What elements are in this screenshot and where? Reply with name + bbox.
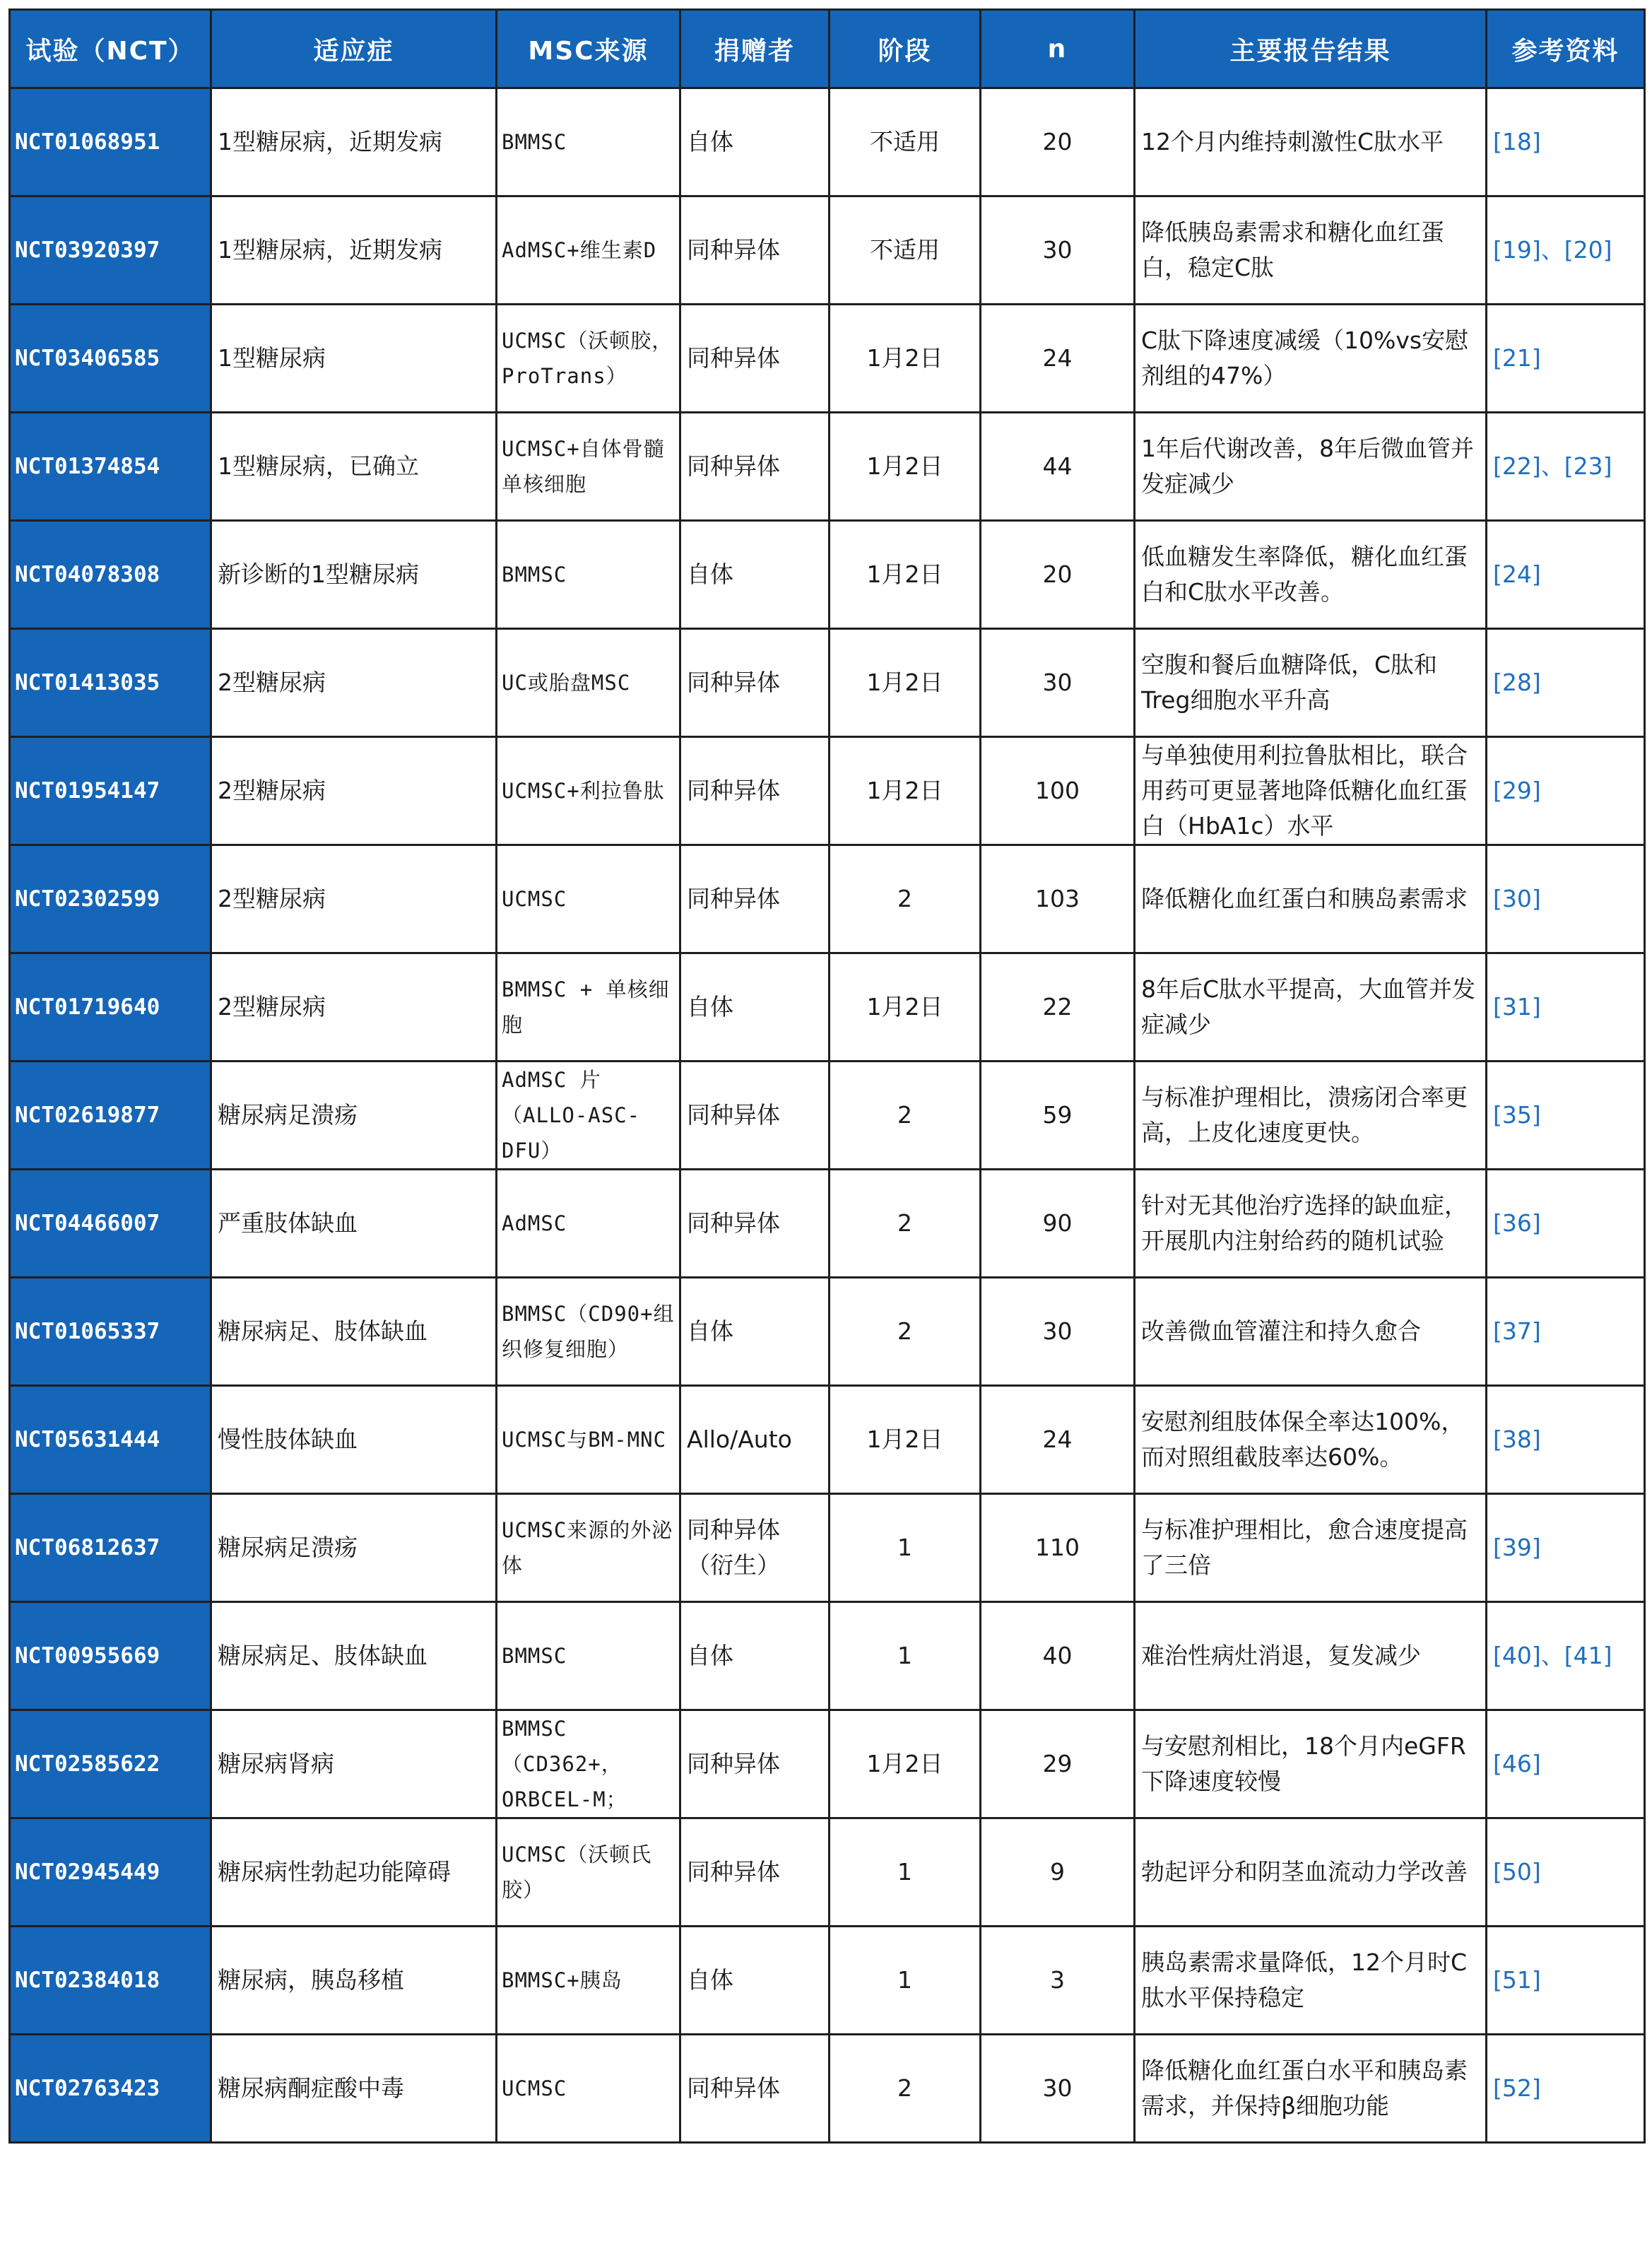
table-row	[10, 1170, 1645, 1278]
cell-trial-id: NCT01065337	[10, 1278, 211, 1386]
cell-phase: 2	[830, 1278, 981, 1386]
cell-main-result: 12个月内维持刺激性C肽水平	[1135, 88, 1487, 196]
cell-references[interactable]: [22]、[23]	[1487, 413, 1645, 521]
cell-phase: 1月2日	[830, 1386, 981, 1494]
cell-trial-id: NCT05631444	[10, 1386, 211, 1494]
cell-donor: Allo/Auto	[680, 1386, 830, 1494]
table-row	[10, 1927, 1645, 2035]
cell-msc-source: UCMSC来源的外泌体	[497, 1494, 680, 1602]
cell-phase: 不适用	[830, 88, 981, 196]
cell-msc-source: UCMSC	[497, 845, 680, 953]
cell-phase: 2	[830, 2035, 981, 2143]
cell-phase: 1月2日	[830, 737, 981, 845]
cell-msc-source: BMMSC+胰岛	[497, 1927, 680, 2035]
cell-msc-source: AdMSC	[497, 1170, 680, 1278]
cell-main-result: 难治性病灶消退，复发减少	[1135, 1602, 1487, 1710]
cell-n: 103	[981, 845, 1135, 953]
cell-donor: 自体	[680, 1602, 830, 1710]
cell-donor: 自体	[680, 88, 830, 196]
cell-main-result: 与标准护理相比，溃疡闭合率更高，上皮化速度更快。	[1135, 1062, 1487, 1170]
cell-references[interactable]: [50]	[1487, 1818, 1645, 1927]
cell-msc-source: UCMSC+自体骨髓单核细胞	[497, 413, 680, 521]
cell-trial-id: NCT00955669	[10, 1602, 211, 1710]
cell-trial-id: NCT02619877	[10, 1062, 211, 1170]
cell-indication: 糖尿病肾病	[211, 1710, 497, 1818]
cell-references[interactable]: [30]	[1487, 845, 1645, 953]
cell-references[interactable]: [29]	[1487, 737, 1645, 845]
cell-indication: 严重肢体缺血	[211, 1170, 497, 1278]
cell-donor: 自体	[680, 521, 830, 629]
table-row	[10, 88, 1645, 196]
table-row	[10, 1278, 1645, 1386]
col-header-n: n	[981, 10, 1135, 88]
cell-donor: 同种异体	[680, 1170, 830, 1278]
cell-main-result: 8年后C肽水平提高，大血管并发症减少	[1135, 953, 1487, 1062]
cell-indication: 糖尿病，胰岛移植	[211, 1927, 497, 2035]
cell-phase: 1月2日	[830, 953, 981, 1062]
cell-main-result: 针对无其他治疗选择的缺血症，开展肌内注射给药的随机试验	[1135, 1170, 1487, 1278]
cell-references[interactable]: [19]、[20]	[1487, 196, 1645, 305]
cell-indication: 慢性肢体缺血	[211, 1386, 497, 1494]
cell-donor: 同种异体	[680, 737, 830, 845]
cell-n: 100	[981, 737, 1135, 845]
cell-references[interactable]: [21]	[1487, 305, 1645, 413]
cell-trial-id: NCT04466007	[10, 1170, 211, 1278]
cell-donor: 同种异体	[680, 1062, 830, 1170]
cell-n: 44	[981, 413, 1135, 521]
header-row	[10, 10, 1645, 88]
cell-n: 29	[981, 1710, 1135, 1818]
cell-indication: 2型糖尿病	[211, 845, 497, 953]
cell-donor: 同种异体	[680, 845, 830, 953]
cell-n: 24	[981, 305, 1135, 413]
cell-n: 30	[981, 2035, 1135, 2143]
cell-msc-source: UCMSC（沃顿氏胶）	[497, 1818, 680, 1927]
cell-trial-id: NCT02585622	[10, 1710, 211, 1818]
cell-donor: 同种异体	[680, 413, 830, 521]
col-header-source: MSC来源	[497, 10, 680, 88]
cell-trial-id: NCT04078308	[10, 521, 211, 629]
cell-n: 9	[981, 1818, 1135, 1927]
cell-phase: 2	[830, 845, 981, 953]
cell-donor: 同种异体	[680, 2035, 830, 2143]
cell-trial-id: NCT01374854	[10, 413, 211, 521]
cell-msc-source: AdMSC 片（ALLO-ASC-DFU）	[497, 1062, 680, 1170]
cell-indication: 1型糖尿病	[211, 305, 497, 413]
cell-trial-id: NCT03920397	[10, 196, 211, 305]
cell-n: 90	[981, 1170, 1135, 1278]
cell-donor: 同种异体	[680, 1710, 830, 1818]
cell-main-result: 勃起评分和阴茎血流动力学改善	[1135, 1818, 1487, 1927]
cell-references[interactable]: [40]、[41]	[1487, 1602, 1645, 1710]
cell-indication: 糖尿病足溃疡	[211, 1494, 497, 1602]
cell-trial-id: NCT02384018	[10, 1927, 211, 2035]
cell-main-result: 与单独使用利拉鲁肽相比，联合用药可更显著地降低糖化血红蛋白（HbA1c）水平	[1135, 737, 1487, 845]
table-row	[10, 1386, 1645, 1494]
cell-main-result: 与标准护理相比，愈合速度提高了三倍	[1135, 1494, 1487, 1602]
cell-references[interactable]: [28]	[1487, 629, 1645, 737]
table-row	[10, 1710, 1645, 1818]
cell-donor: 同种异体（衍生）	[680, 1494, 830, 1602]
cell-main-result: 空腹和餐后血糖降低，C肽和Treg细胞水平升高	[1135, 629, 1487, 737]
cell-main-result: 1年后代谢改善，8年后微血管并发症减少	[1135, 413, 1487, 521]
cell-n: 40	[981, 1602, 1135, 1710]
cell-main-result: C肽下降速度减缓（10%vs安慰剂组的47%）	[1135, 305, 1487, 413]
cell-indication: 1型糖尿病，近期发病	[211, 196, 497, 305]
col-header-trial: 试验（NCT）	[10, 10, 211, 88]
cell-msc-source: BMMSC + 单核细胞	[497, 953, 680, 1062]
cell-phase: 1	[830, 1818, 981, 1927]
cell-phase: 1月2日	[830, 413, 981, 521]
table-row	[10, 2035, 1645, 2143]
table-row	[10, 737, 1645, 845]
cell-main-result: 胰岛素需求量降低，12个月时C肽水平保持稳定	[1135, 1927, 1487, 2035]
cell-trial-id: NCT03406585	[10, 305, 211, 413]
cell-msc-source: AdMSC+维生素D	[497, 196, 680, 305]
cell-donor: 自体	[680, 1927, 830, 2035]
table-row	[10, 845, 1645, 953]
cell-references[interactable]: [35]	[1487, 1062, 1645, 1170]
cell-trial-id: NCT06812637	[10, 1494, 211, 1602]
col-header-donor: 捐赠者	[680, 10, 830, 88]
cell-msc-source: UCMSC与BM-MNC	[497, 1386, 680, 1494]
cell-msc-source: BMMSC（CD90+组织修复细胞）	[497, 1278, 680, 1386]
cell-indication: 2型糖尿病	[211, 629, 497, 737]
cell-references[interactable]: [51]	[1487, 1927, 1645, 2035]
table-row	[10, 953, 1645, 1062]
cell-indication: 糖尿病酮症酸中毒	[211, 2035, 497, 2143]
cell-phase: 2	[830, 1170, 981, 1278]
msc-trials-table	[8, 8, 1646, 2144]
cell-n: 110	[981, 1494, 1135, 1602]
cell-trial-id: NCT01068951	[10, 88, 211, 196]
cell-msc-source: UCMSC+利拉鲁肽	[497, 737, 680, 845]
cell-trial-id: NCT01954147	[10, 737, 211, 845]
cell-references[interactable]: [37]	[1487, 1278, 1645, 1386]
col-header-indication: 适应症	[211, 10, 497, 88]
cell-phase: 1月2日	[830, 305, 981, 413]
cell-phase: 不适用	[830, 196, 981, 305]
cell-n: 3	[981, 1927, 1135, 2035]
cell-main-result: 与安慰剂相比，18个月内eGFR下降速度较慢	[1135, 1710, 1487, 1818]
cell-donor: 同种异体	[680, 629, 830, 737]
cell-msc-source: BMMSC	[497, 88, 680, 196]
cell-n: 22	[981, 953, 1135, 1062]
table-row	[10, 305, 1645, 413]
cell-trial-id: NCT01413035	[10, 629, 211, 737]
cell-indication: 2型糖尿病	[211, 737, 497, 845]
cell-main-result: 降低胰岛素需求和糖化血红蛋白，稳定C肽	[1135, 196, 1487, 305]
cell-trial-id: NCT02302599	[10, 845, 211, 953]
table-body	[10, 88, 1645, 2143]
cell-phase: 1月2日	[830, 629, 981, 737]
cell-donor: 自体	[680, 953, 830, 1062]
cell-n: 30	[981, 1278, 1135, 1386]
cell-n: 24	[981, 1386, 1135, 1494]
col-header-references: 参考资料	[1487, 10, 1645, 88]
cell-references[interactable]: [52]	[1487, 2035, 1645, 2143]
cell-msc-source: BMMSC	[497, 1602, 680, 1710]
cell-trial-id: NCT01719640	[10, 953, 211, 1062]
cell-n: 20	[981, 88, 1135, 196]
cell-indication: 1型糖尿病，近期发病	[211, 88, 497, 196]
table-wrapper	[8, 8, 1646, 2144]
cell-main-result: 低血糖发生率降低，糖化血红蛋白和C肽水平改善。	[1135, 521, 1487, 629]
cell-references[interactable]: [46]	[1487, 1710, 1645, 1818]
cell-trial-id: NCT02763423	[10, 2035, 211, 2143]
cell-phase: 1	[830, 1494, 981, 1602]
cell-main-result: 改善微血管灌注和持久愈合	[1135, 1278, 1487, 1386]
cell-main-result: 降低糖化血红蛋白和胰岛素需求	[1135, 845, 1487, 953]
cell-references[interactable]: [36]	[1487, 1170, 1645, 1278]
cell-msc-source: UCMSC（沃顿胶，ProTrans）	[497, 305, 680, 413]
cell-msc-source: BMMSC	[497, 521, 680, 629]
cell-donor: 同种异体	[680, 305, 830, 413]
cell-donor: 同种异体	[680, 1818, 830, 1927]
cell-references[interactable]: [38]	[1487, 1386, 1645, 1494]
table-row	[10, 1062, 1645, 1170]
cell-main-result: 降低糖化血红蛋白水平和胰岛素需求，并保持β细胞功能	[1135, 2035, 1487, 2143]
cell-indication: 糖尿病足、肢体缺血	[211, 1278, 497, 1386]
cell-phase: 2	[830, 1062, 981, 1170]
cell-phase: 1月2日	[830, 1710, 981, 1818]
table-row	[10, 413, 1645, 521]
cell-msc-source: UCMSC	[497, 2035, 680, 2143]
cell-n: 20	[981, 521, 1135, 629]
table-row	[10, 629, 1645, 737]
cell-indication: 糖尿病足、肢体缺血	[211, 1602, 497, 1710]
cell-n: 59	[981, 1062, 1135, 1170]
col-header-result: 主要报告结果	[1135, 10, 1487, 88]
table-row	[10, 1818, 1645, 1927]
cell-indication: 2型糖尿病	[211, 953, 497, 1062]
cell-references[interactable]: [31]	[1487, 953, 1645, 1062]
cell-phase: 1	[830, 1602, 981, 1710]
cell-msc-source: UC或胎盘MSC	[497, 629, 680, 737]
cell-indication: 1型糖尿病，已确立	[211, 413, 497, 521]
cell-donor: 自体	[680, 1278, 830, 1386]
cell-n: 30	[981, 629, 1135, 737]
cell-indication: 糖尿病足溃疡	[211, 1062, 497, 1170]
col-header-phase: 阶段	[830, 10, 981, 88]
cell-trial-id: NCT02945449	[10, 1818, 211, 1927]
cell-references[interactable]: [39]	[1487, 1494, 1645, 1602]
cell-indication: 新诊断的1型糖尿病	[211, 521, 497, 629]
cell-donor: 同种异体	[680, 196, 830, 305]
table-row	[10, 1602, 1645, 1710]
cell-phase: 1	[830, 1927, 981, 2035]
table-row	[10, 521, 1645, 629]
cell-references[interactable]: [24]	[1487, 521, 1645, 629]
cell-msc-source: BMMSC（CD362+，ORBCEL-M；	[497, 1710, 680, 1818]
cell-indication: 糖尿病性勃起功能障碍	[211, 1818, 497, 1927]
cell-phase: 1月2日	[830, 521, 981, 629]
table-row	[10, 196, 1645, 305]
table-row	[10, 1494, 1645, 1602]
cell-main-result: 安慰剂组肢体保全率达100%，而对照组截肢率达60%。	[1135, 1386, 1487, 1494]
cell-n: 30	[981, 196, 1135, 305]
cell-references[interactable]: [18]	[1487, 88, 1645, 196]
